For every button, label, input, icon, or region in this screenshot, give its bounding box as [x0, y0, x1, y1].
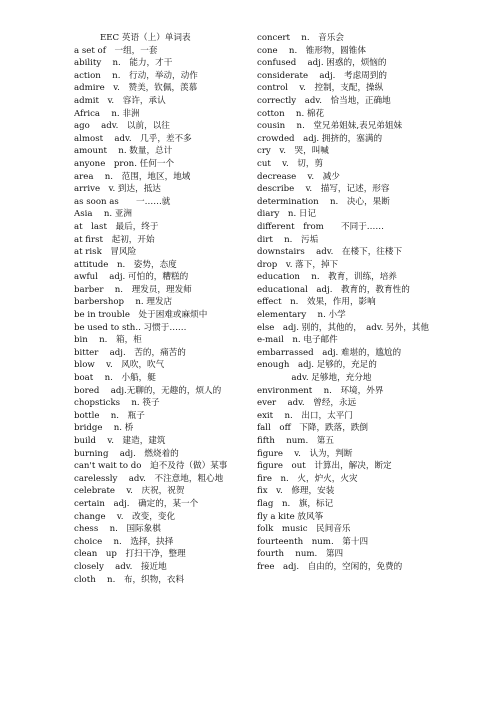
- vocab-entry: barber n. 理发员，理发师: [74, 284, 192, 295]
- vocab-entry: admire v. 赞美，钦佩，羡慕: [74, 83, 198, 94]
- vocab-entry: cut v. 切，剪: [257, 158, 324, 169]
- vocab-entry: embarrassed adj. 难堪的，尴尬的: [257, 347, 402, 358]
- vocab-entry: clean up 打扫干净，整理: [74, 549, 186, 560]
- vocab-entry: cotton n. 棉花: [257, 108, 325, 119]
- vocab-entry: be in trouble 处于困难或麻烦中: [74, 310, 208, 321]
- vocab-entry: describe v. 描写，记述，形容: [257, 184, 390, 195]
- vocab-entry: cousin n. 堂兄弟姐妹,表兄弟姐妹: [257, 121, 403, 132]
- vocab-entry: anyone pron. 任何一个: [74, 158, 175, 169]
- vocab-entry: certain adj. 确定的，某一个: [74, 498, 199, 509]
- vocab-entry: diary n. 日记: [257, 209, 317, 220]
- vocab-entry: attitude n. 姿势，态度: [74, 259, 177, 270]
- vocab-entry: crowded adj. 拥挤的，塞满的: [257, 133, 383, 144]
- right-column: [257, 32, 432, 574]
- vocab-entry: considerate adj. 考虑周到的: [257, 70, 387, 81]
- vocab-entry: action n. 行动，举动，动作: [74, 70, 198, 81]
- vocab-entry: fourteenth num. 第十四: [257, 536, 369, 547]
- vocab-entry: fourth num. 第四: [257, 549, 344, 560]
- vocab-entry: effect n. 效果，作用，影响: [257, 297, 376, 308]
- vocab-entry: education n. 教育，训练，培养: [257, 272, 397, 283]
- vocab-entry: educational adj. 教育的，教育性的: [257, 284, 410, 295]
- vocab-entry: free adj. 自由的，空闲的，免费的: [257, 561, 403, 572]
- vocab-entry: ever adv. 曾经，永远: [257, 398, 357, 409]
- vocab-entry: confused adj. 困惑的，烦恼的: [257, 58, 387, 69]
- vocab-entry: at last 最后，终于: [74, 221, 159, 232]
- vocab-entry: closely adv. 接近地: [74, 561, 167, 572]
- vocab-entry: decrease v. 减少: [257, 171, 340, 182]
- vocab-entry: figure out 计算出，解决，断定: [257, 461, 392, 472]
- vocab-entry: bin n. 箱，柜: [74, 335, 142, 346]
- vocab-entry: cone n. 锥形物，圆锥体: [257, 45, 366, 56]
- vocab-entry: else adj. 别的，其他的， adv. 另外，其他: [257, 322, 430, 333]
- vocab-entry: Africa n. 非洲: [74, 108, 140, 119]
- vocab-entry: ago adv. 以前，以往: [74, 121, 170, 132]
- vocab-entry: barbershop n. 理发店: [74, 297, 173, 308]
- vocab-entry: bored adj.无聊的，无趣的，烦人的: [74, 385, 222, 396]
- vocab-entry: fire n. 火，炉火，火灾: [257, 473, 358, 484]
- vocab-entry: a set of 一组，一套: [74, 45, 158, 56]
- vocab-entry: figure v. 认为，判断: [257, 448, 353, 459]
- vocab-entry: determination n. 决心，果断: [257, 196, 390, 207]
- vocab-entry: concert n. 音乐会: [257, 33, 344, 43]
- vocab-entry: Asia n. 亚洲: [74, 209, 132, 220]
- vocab-entry: fall off 下降，跌落，跌倒: [257, 423, 369, 434]
- vocab-entry: exit n. 出口，太平门: [257, 410, 353, 421]
- vocab-entry: control v. 控制，支配，操纵: [257, 83, 384, 94]
- vocab-entry: awful adj. 可怕的，糟糕的: [74, 272, 189, 283]
- vocab-entry: enough adj. 足够的，充足的: [257, 360, 377, 371]
- vocab-entry: carelessly adv. 不注意地，粗心地: [74, 473, 224, 484]
- vocab-entry: change v. 改变，变化: [74, 511, 176, 522]
- vocab-entry: flag n. 旗，标记: [257, 498, 334, 509]
- vocab-entry: fix v. 修理，安装: [257, 486, 335, 497]
- vocab-entry: environment n. 环境，外界: [257, 385, 384, 396]
- vocab-entry: drop v. 落下，掉下: [257, 259, 339, 270]
- vocab-entry: at first 起初，开始: [74, 234, 155, 245]
- vocab-entry: ability n. 能力，才干: [74, 58, 173, 69]
- vocab-entry: almost adv. 几乎，差不多: [74, 133, 192, 144]
- page-title: EEC 英语（上）单词表: [100, 33, 191, 43]
- vocab-entry: dirt n. 污垢: [257, 234, 319, 245]
- vocab-entry: blow v. 风吹，吹气: [74, 360, 165, 371]
- vocab-entry: boat n. 小船，艇: [74, 373, 156, 384]
- vocab-entry: area n. 范围，地区，地域: [74, 171, 191, 182]
- vocab-entry: celebrate v. 庆祝，祝贺: [74, 486, 185, 497]
- left-column: [74, 32, 249, 586]
- vocab-entry: admit v. 容许，承认: [74, 95, 166, 106]
- vocab-entry: as soon as 一……就: [74, 196, 171, 207]
- vocab-entry: bottle n. 瓶子: [74, 410, 145, 421]
- vocab-entry: e-mail n. 电子邮件: [257, 335, 338, 346]
- vocab-entry: folk music 民间音乐: [257, 524, 351, 535]
- vocab-entry: cry v. 哭，叫喊: [257, 146, 329, 157]
- vocab-entry: build v. 建造，建筑: [74, 436, 166, 446]
- vocab-entry: bitter adj. 苦的，痛苦的: [74, 347, 186, 358]
- vocab-entry: elementary n. 小学: [257, 310, 346, 321]
- vocab-entry: fifth num. 第五: [257, 436, 334, 446]
- vocab-entry: bridge n. 桥: [74, 423, 134, 434]
- vocab-entry: arrive v. 到达，抵达: [74, 184, 161, 195]
- vocab-entry: can't wait to do 迫不及待（做）某事: [74, 461, 228, 472]
- vocab-entry: choice n. 选择，抉择: [74, 536, 174, 547]
- vocab-entry: cloth n. 布，织物，衣料: [74, 574, 185, 585]
- vocab-entry: burning adj. 燃烧着的: [74, 448, 179, 459]
- vocab-entry: fly a kite 放风筝: [257, 511, 324, 522]
- vocab-entry: amount n. 数量，总计: [74, 146, 173, 157]
- vocab-entry: adv. 足够地，充分地: [257, 373, 372, 384]
- vocab-entry: chess n. 国际象棋: [74, 524, 161, 535]
- vocab-entry: correctly adv. 恰当地，正确地: [257, 95, 391, 106]
- vocab-entry: chopsticks n. 筷子: [74, 398, 160, 409]
- vocab-entry: different from 不同于……: [257, 221, 384, 232]
- vocab-entry: at risk 冒风险: [74, 247, 137, 258]
- vocab-entry: downstairs adv. 在楼下，往楼下: [257, 247, 403, 258]
- vocab-entry: be used to sth.. 习惯于……: [74, 322, 187, 333]
